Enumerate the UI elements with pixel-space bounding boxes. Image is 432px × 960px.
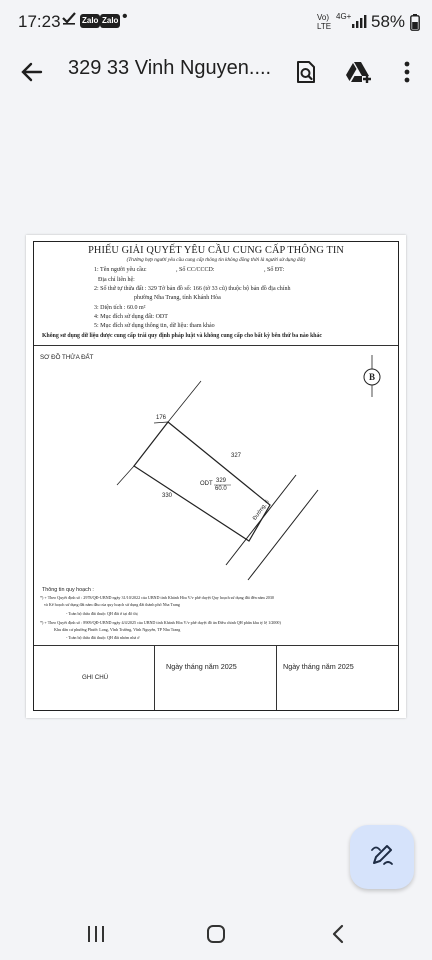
note-label: GHI CHÚ [82,674,109,681]
parcel-land-use: ODT [200,481,213,487]
area-line: 3: Diện tích : 60.0 m² [94,305,146,311]
neighbor-parcel-176: 176 [156,415,167,421]
neighbor-parcel-330: 330 [162,493,173,499]
neighbor-parcel-327: 327 [231,453,242,459]
planning-item-1c: - Toàn bộ thửa đất thuộc QH đất ở tại đô thị [66,611,138,616]
leader-line-176 [154,422,168,423]
planning-item-1b: và Kế hoạch sử dụng đất năm đầu của quy hoạch sử dụng đất thành phố Nha Trang [44,602,180,607]
planning-title: Thông tin quy hoạch : [42,587,94,593]
zalo-app-icon: Zalo [80,14,100,28]
address-label: Địa chỉ liên hệ: [98,277,135,283]
checkmark-icon [62,11,76,29]
signal-icon [351,13,367,34]
drive-add-icon[interactable] [340,54,378,90]
status-bar [0,0,432,44]
table-top-line [34,645,398,646]
battery-percent: 58% [371,12,406,31]
boundary-line-a [168,381,201,422]
boundary-line-b [117,466,134,485]
network-gen-label: 4G+ [336,12,352,21]
document-subheading: (Trường hợp người yêu cầu cung cấp thông tin không đồng thời là người sử dụng đất) [126,257,306,263]
date-right: Ngày tháng năm 2025 [283,662,354,671]
parcel-area: 60.0 [215,486,227,492]
date-left: Ngày tháng năm 2025 [166,662,237,671]
edit-pen-icon [369,842,395,873]
parcel-ward-line: phường Nha Trang, tỉnh Khánh Hòa [134,295,221,301]
notification-dot-icon: • [122,8,128,25]
planning-item-2c: - Toàn bộ thửa đất thuộc QH đất nhóm nhà ở [66,635,140,640]
search-doc-icon[interactable] [288,54,324,90]
more-vert-icon[interactable] [394,54,420,90]
home-icon[interactable] [196,919,236,949]
road-edge-b [248,490,318,580]
lte-label: LTE [317,22,332,31]
volte-label: Vo) [317,13,330,22]
network-indicator [317,13,331,31]
recent-apps-icon[interactable] [76,919,116,949]
system-nav-bar [0,907,432,960]
edit-pen-button[interactable] [350,825,414,889]
status-time: 17:23 [18,12,61,31]
purpose-line: 5: Mục đích sử dụng thông tin, dữ liệu: tham khảo [94,323,215,329]
parcel-number: 329 [216,478,227,484]
document-heading: PHIẾU GIẢI QUYẾT YÊU CẦU CUNG CẤP THÔNG TIN [88,245,344,256]
document-page [26,235,406,718]
requester-name-label: 1: Tên người yêu cầu: [94,267,147,273]
diagram-title: SƠ ĐỒ THỬA ĐẤT [40,354,94,361]
planning-item-2b: Khu dân cư phường Phước Long, Vĩnh Trường, Vĩnh Nguyên, TP Nha Trang [54,627,181,632]
document-title: 329 33 Vinh Nguyen.... [68,57,272,79]
road-edge-a [226,475,296,565]
id-number-label: , Số CC/CCCD: [176,267,215,273]
land-use-line: 4: Mục đích sử dụng đất: ODT [94,314,168,320]
table-col-line-2 [276,645,277,710]
road-label: Đường, 6 [252,498,271,522]
zalo-app-icon-2: Zalo [100,14,120,28]
table-col-line-1 [154,645,155,710]
back-icon[interactable] [318,919,358,949]
parcel-info-line: 2: Số thứ tự thửa đất : 329 Tờ bản đồ số: 166 (tờ 33 cũ) thuộc bộ bản đồ địa chính [94,286,291,292]
planning-item-1: *) + Theo Quyết định số : 2978/QĐ-UBND ngày 31/10/2022 của UBND tỉnh Khánh Hòa V/v phê duyệt Quy hoạch sử dụng đất đến năm 2030 [40,595,274,600]
back-arrow-icon[interactable] [14,54,50,90]
battery-icon [410,14,420,36]
phone-label: , Số ĐT: [264,267,285,273]
planning-item-2: *) + Theo Quyết định số : 8909/QĐ-UBND ngày 4/4/2025 của UBND tỉnh Khánh Hòa V/v phê duyệt đồ án Điều chỉnh QH phân khu tỷ lệ 1/2000) [40,620,281,625]
usage-warning: Không sử dụng dữ liệu được cung cấp trái quy định pháp luật và không cung cấp cho bất kỳ bên thứ ba nào khác [42,333,323,339]
north-label: B [368,372,375,382]
